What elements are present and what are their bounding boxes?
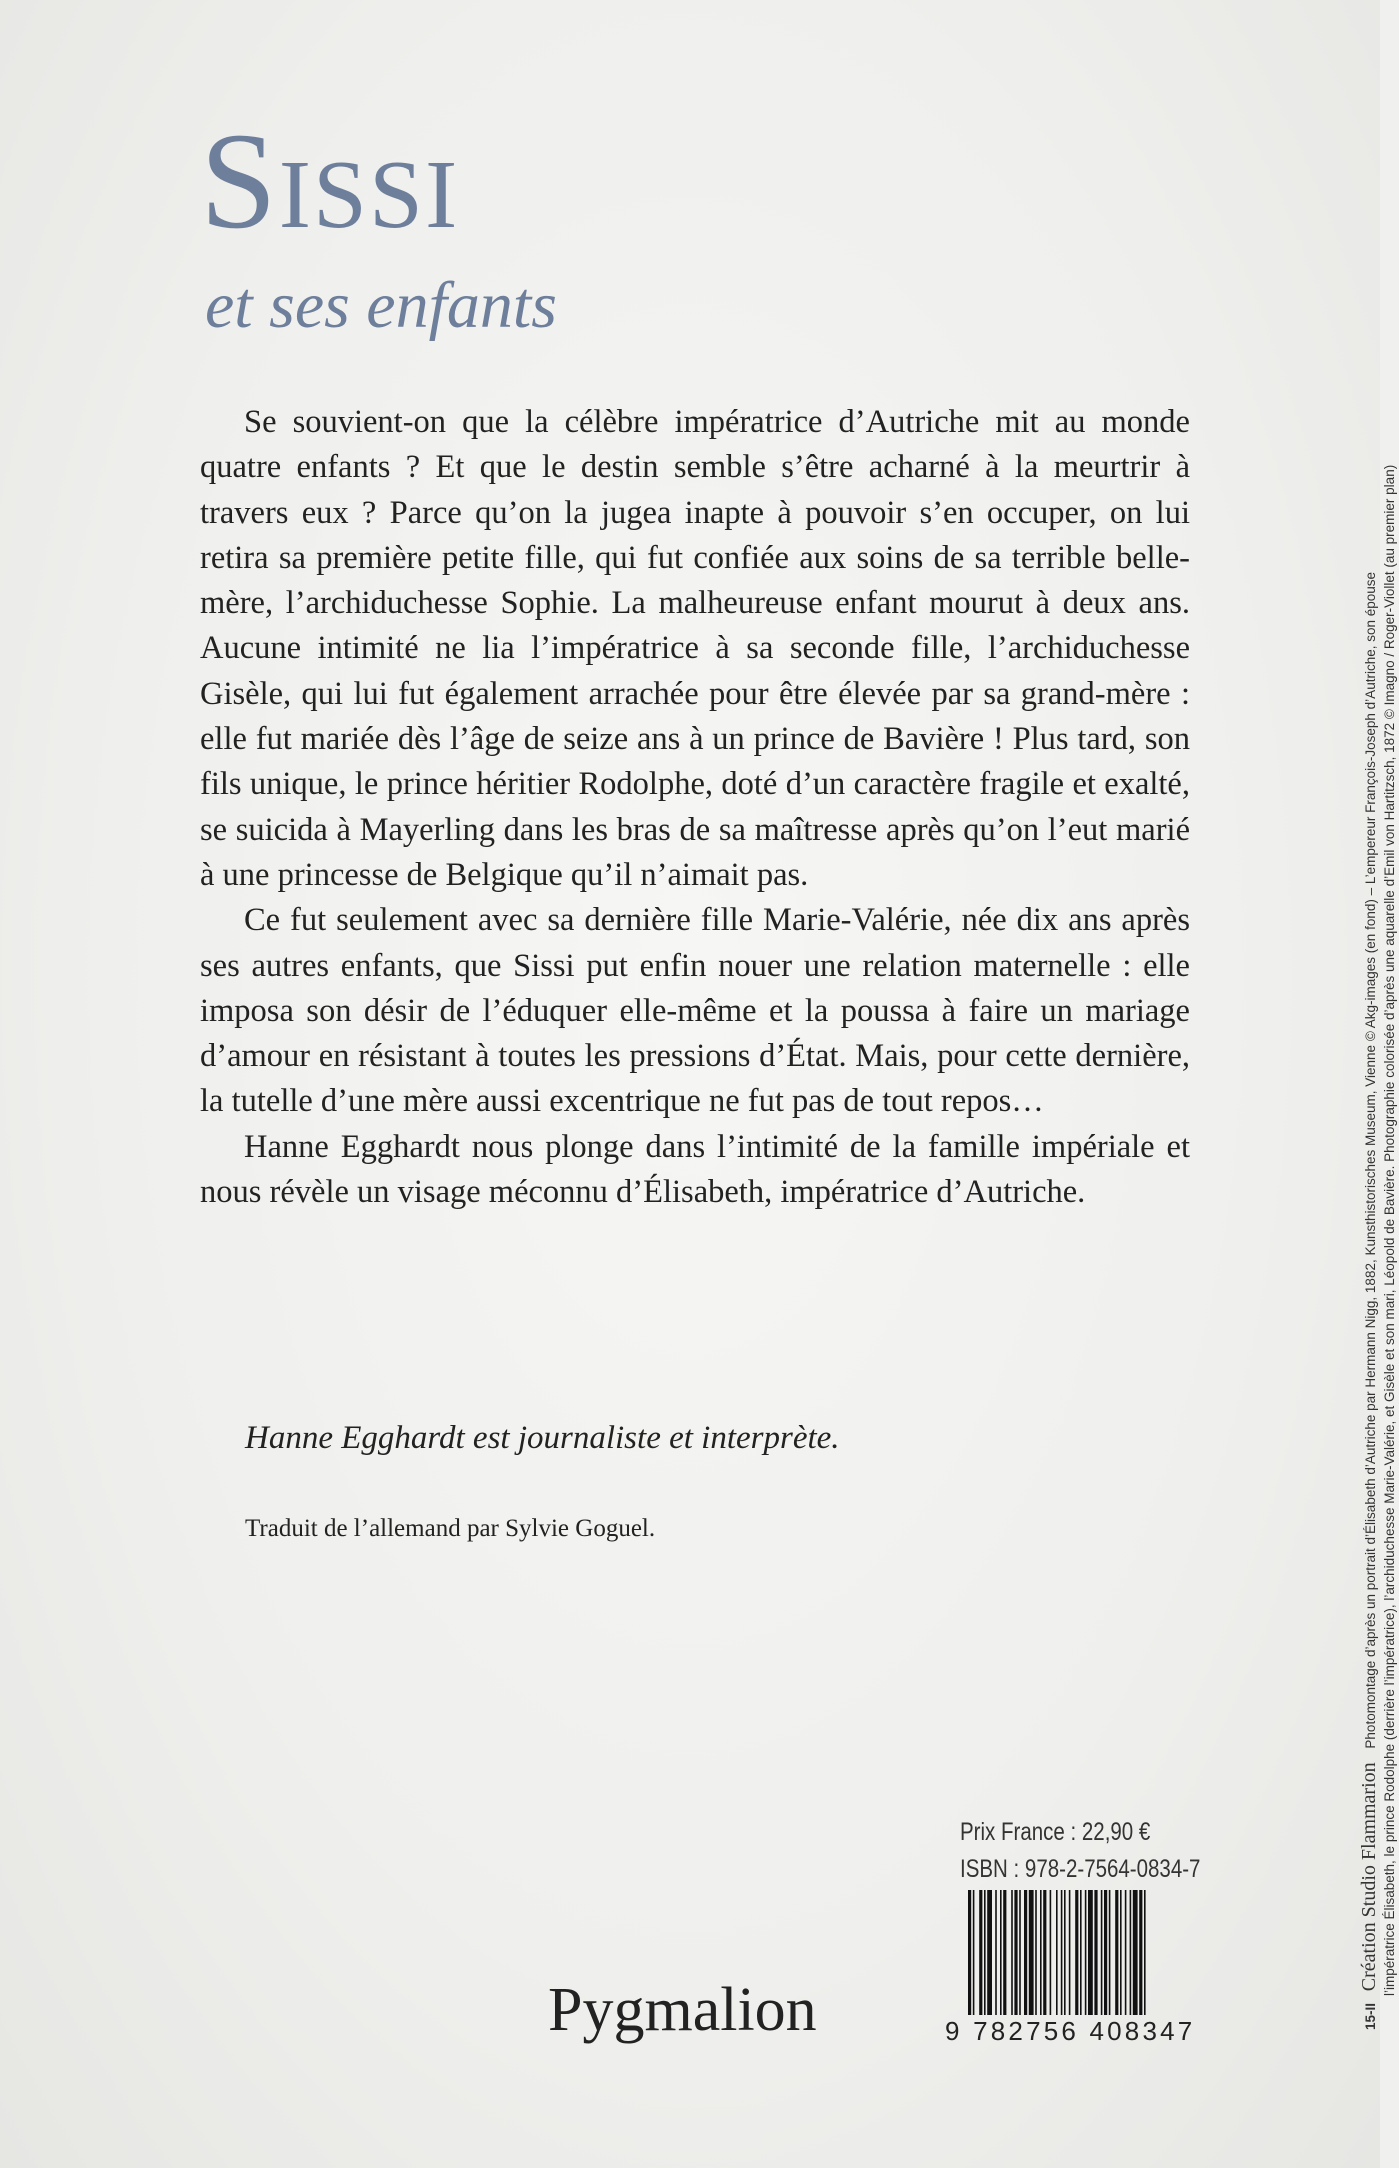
barcode-bar bbox=[1088, 1890, 1093, 2015]
barcode-bar bbox=[1104, 1890, 1107, 2015]
credits-text-1: Photomontage d’après un portrait d’Élisabeth d’Autriche par Hermann Nigg, 1882, Kunsthistorisches Museum, Vienne © Akg-images (en fond) – L’empereur François-Joseph d’Autriche, son épouse bbox=[1363, 571, 1378, 1749]
barcode-bar bbox=[1130, 1890, 1132, 2015]
blurb-text bbox=[200, 400, 1190, 1215]
credits-line-1 bbox=[1358, 571, 1380, 2030]
translator-credit: Traduit de l’allemand par Sylvie Goguel. bbox=[245, 1515, 656, 1542]
barcode-bar bbox=[1061, 1890, 1063, 2015]
barcode-bar bbox=[1075, 1890, 1078, 2015]
barcode-bar bbox=[1056, 1890, 1058, 2015]
barcode-bar bbox=[1120, 1890, 1122, 2015]
barcode-bar bbox=[1011, 1890, 1013, 2015]
book-subtitle: et ses enfants bbox=[205, 269, 557, 342]
barcode-icon bbox=[968, 1890, 1200, 2015]
barcode-bar bbox=[995, 1890, 997, 2015]
barcode-bar bbox=[973, 1890, 975, 2015]
price-label: Prix France : 22,90 € bbox=[960, 1818, 1151, 1846]
barcode-bar bbox=[1050, 1890, 1052, 2015]
barcode-bar bbox=[1024, 1890, 1027, 2015]
photo-credits bbox=[1358, 464, 1399, 2030]
author-note: Hanne Egghardt est journaliste et interprète. bbox=[245, 1420, 840, 1456]
barcode-bar bbox=[987, 1890, 992, 2015]
barcode-bar bbox=[1139, 1890, 1142, 2015]
barcode-bar bbox=[1133, 1890, 1138, 2015]
barcode-bar bbox=[1085, 1890, 1087, 2015]
barcode-bar bbox=[1019, 1890, 1021, 2015]
barcode-bar bbox=[1003, 1890, 1006, 2015]
credits-code: 15-II bbox=[1363, 2002, 1378, 2030]
barcode-bar bbox=[1144, 1890, 1146, 2015]
isbn-label: ISBN : 978-2-7564-0834-7 bbox=[960, 1855, 1201, 1883]
publisher-logo: Pygmalion bbox=[548, 1976, 817, 2044]
barcode-bar bbox=[1035, 1890, 1037, 2015]
barcode-bar bbox=[1029, 1890, 1034, 2015]
blurb-paragraph: Se souvient-on que la célèbre impératrice d’Autriche mit au monde quatre enfants ? Et que le destin semble s’être acharné à la meurtrir à travers eux ? Parce qu’on la jugea inapte à pouvoir s’en occuper, on lui retira sa première petite fille, qui fut confiée aux soins de sa terrible belle-mère, l’archiduchesse Sophie. La malheureuse enfant mourut à deux ans. Aucune intimité ne lia l’impératrice à sa seconde fille, l’archiduchesse Gisèle, qui lui fut également arrachée pour être élevée par sa grand-mère : elle fut mariée dès l’âge de seize ans à un prince de Bavière ! Plus tard, son fils unique, le prince héritier Rodolphe, doté d’un caractère fragile et exalté, se suicida à Mayerling dans les bras de sa maîtresse après qu’on l’eut marié à une princesse de Belgique qu’il n’aimait pas. bbox=[200, 404, 1190, 893]
barcode-number: 9 782756 408347 bbox=[945, 2016, 1196, 2046]
barcode-bar bbox=[1000, 1890, 1002, 2015]
barcode-bar bbox=[1040, 1890, 1042, 2015]
barcode-bar bbox=[1064, 1890, 1066, 2015]
barcode-bar bbox=[968, 1890, 971, 2015]
credits-line-2: l’impératrice Élisabeth, le prince Rodolphe (derrière l’impératrice), l’archiduchesse Marie-Valérie, et Gisèle et son mari, Léopold de Bavière. Photographie colorisée d’après une aquarelle d’Emil von Hartitzsch, 1872 © Imagno / Roger-Viollet (au premier plan) bbox=[1382, 464, 1397, 1996]
barcode-bar bbox=[979, 1890, 982, 2015]
blurb-paragraph: Ce fut seulement avec sa dernière fille Marie-Valérie, née dix ans après ses autres enfants, que Sissi put enfin nouer une relation maternelle : elle imposa son désir de l’éduquer elle-même et la poussa à faire un mariage d’amour en résistant à toutes les pressions d’État. Mais, pour cette dernière, la tutelle d’une mère aussi excentrique ne fut pas de tout repos… bbox=[200, 902, 1190, 1120]
barcode-bar bbox=[1115, 1890, 1118, 2015]
barcode-bar bbox=[1043, 1890, 1046, 2015]
barcode-bar bbox=[1101, 1890, 1103, 2015]
barcode-bar bbox=[1080, 1890, 1082, 2015]
barcode-bar bbox=[1109, 1890, 1111, 2015]
barcode-bar bbox=[1125, 1890, 1127, 2015]
barcode-bar bbox=[984, 1890, 986, 2015]
barcode-bar bbox=[1014, 1890, 1017, 2015]
blurb-paragraph: Hanne Egghardt nous plonge dans l’intimité de la famille impériale et nous révèle un visage méconnu d’Élisabeth, impératrice d’Autriche. bbox=[200, 1128, 1190, 1211]
credits-studio: Création Studio Flammarion bbox=[1358, 1762, 1380, 1992]
barcode-bar bbox=[1069, 1890, 1071, 2015]
book-title: Sissi bbox=[200, 104, 460, 257]
barcode-bar bbox=[1094, 1890, 1097, 2015]
